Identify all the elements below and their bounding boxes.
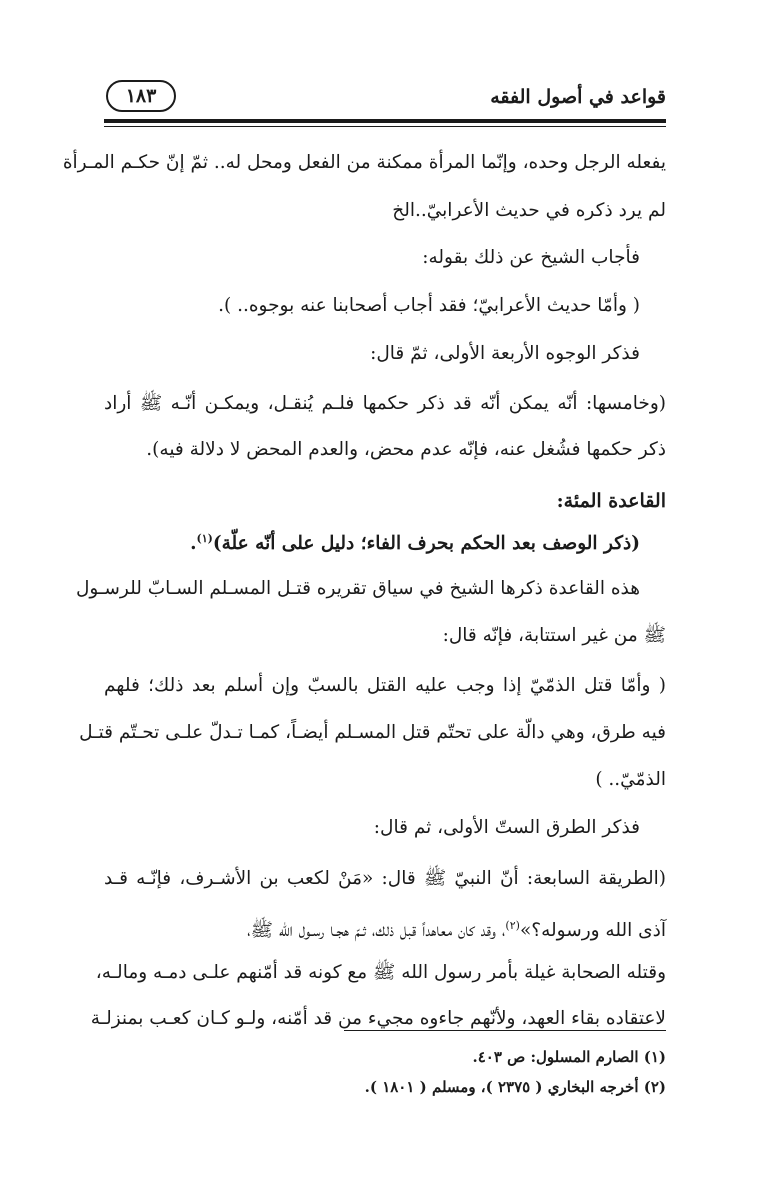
- text-line: [247, 909, 666, 948]
- running-title: قواعد في أصول الفقه: [490, 86, 666, 108]
- text-line: (الطريقة السابعة: أنّ النبيّ ﷺ قال: «مَنْ لكعب بن الأشـرف، فإنّـه قـد: [104, 868, 666, 889]
- text-line: يفعله الرجل وحده، وإنّما المرأة ممكنة من الفعل ومحل له.. ثمّ إنّ حكـم المـرأة: [62, 152, 666, 173]
- section-heading: القاعدة المئة:: [556, 490, 666, 512]
- header-rule-thick: [104, 119, 666, 123]
- rule-statement: (ذكر الوصف بعد الحكم بحرف الفاء؛ دليل على أنّه علّة)$^{(١)}$.: [190, 532, 640, 555]
- text-line: وقتله الصحابة غيلة بأمر رسول الله ﷺ مع كونه قد أمّنهم علـى دمـه ومالـه،: [95, 962, 666, 983]
- footnote-2: (٢) أخرجه البخاري ( ٢٣٧٥ )، ومسلم ( ١٨٠١ ).: [364, 1078, 666, 1096]
- text-line-rest: ، وقد كان معاهداً قبل ذلك، ثـمّ هجـا رسـول الله ﷺ،: [247, 920, 506, 942]
- text-line: (وخامسها: أنّه يمكن أنّه قد ذكر حكمها فلـم يُنقـل، ويمكـن أنّـه ﷺ أراد: [104, 393, 666, 414]
- text-line: ذكر حكمها فشُغل عنه، فإنّه عدم محض، والعدم المحض لا دلالة فيه).: [146, 439, 666, 460]
- text-line: ( وأمّا قتل الذمّيّ إذا وجب عليه القتل بالسبّ وإن أسلم بعد ذلك؛ فلهم: [104, 675, 666, 696]
- page-number: ١٨٣: [106, 80, 176, 112]
- text-line: فيه طرق، وهي دالّة على تحتّم قتل المسـلم أيضـاً، كمـا تـدلّ علـى تحـتّم قتـل: [79, 722, 666, 743]
- hadith-quote: آذى الله ورسوله؟»: [519, 920, 666, 942]
- text-line: ﷺ من غير استتابة، فإنّه قال:: [442, 625, 666, 646]
- text-line: لم يرد ذكره في حديث الأعرابيّ..الخ: [392, 200, 666, 221]
- text-line: ( وأمّا حديث الأعرابيّ؛ فقد أجاب أصحابنا عنه بوجوه.. ).: [218, 295, 640, 316]
- text-line: فأجاب الشيخ عن ذلك بقوله:: [422, 247, 640, 268]
- text-line: هذه القاعدة ذكرها الشيخ في سياق تقريره قتـل المسـلم السـابّ للرسـول: [75, 578, 640, 599]
- text-line: فذكر الطرق الستّ الأولى، ثم قال:: [373, 817, 640, 838]
- page-header: [104, 78, 666, 118]
- text-line: الذمّيّ.. ): [595, 769, 666, 790]
- text-line: فذكر الوجوه الأربعة الأولى، ثمّ قال:: [370, 343, 640, 364]
- footnote-separator: [344, 1030, 666, 1031]
- footnote-1: (١) الصارم المسلول: ص ٤٠٣.: [472, 1048, 666, 1066]
- text-line: لاعتقاده بقاء العهد، ولأنّهم جاءوه مجيء من قد أمّنه، ولـو كـان كعـب بمنزلـة: [90, 1008, 666, 1029]
- header-rule-thin: [104, 126, 666, 127]
- rule-text: (ذكر الوصف بعد الحكم بحرف الفاء؛ دليل على أنّه علّة): [212, 533, 640, 555]
- footnote-marker: (٢): [505, 919, 520, 932]
- footnote-marker: (١): [196, 532, 213, 545]
